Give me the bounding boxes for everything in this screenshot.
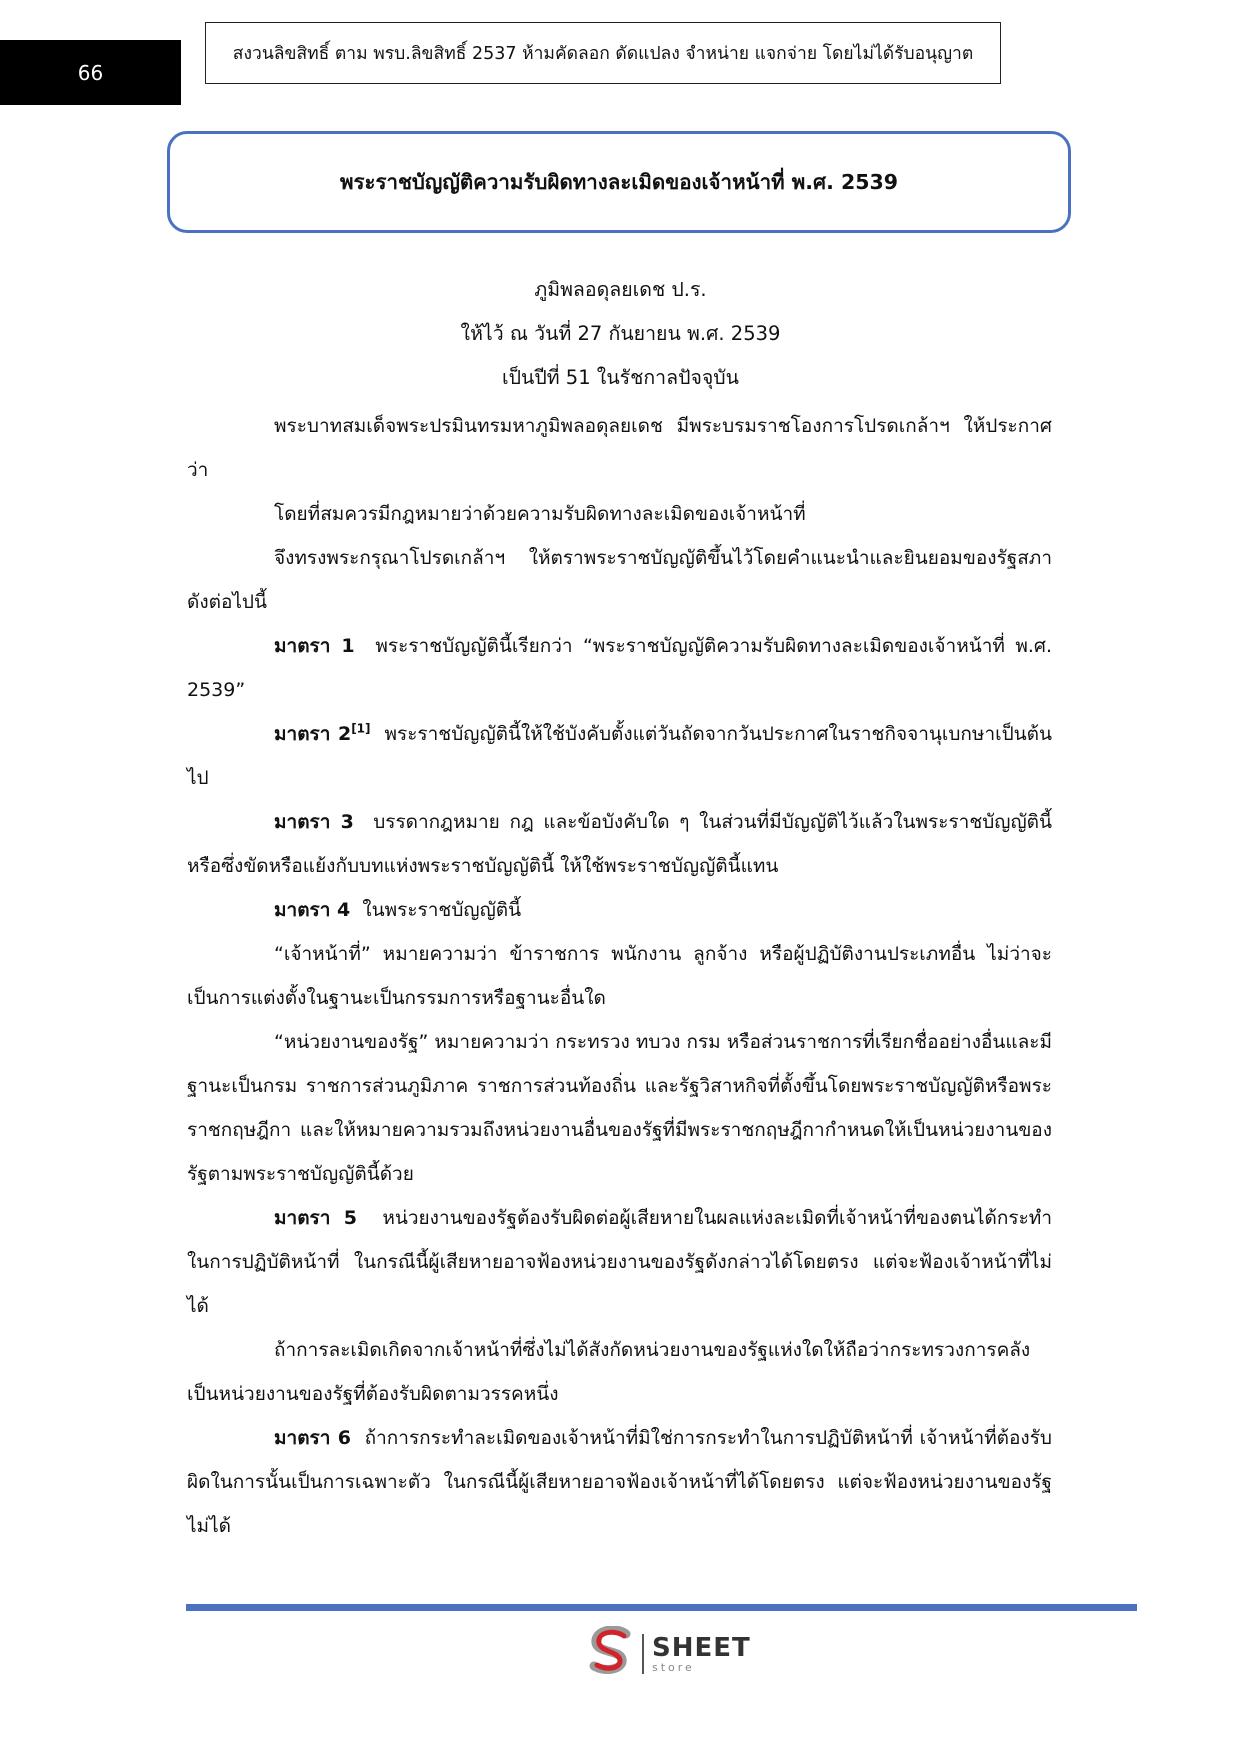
- section-5-label: มาตรา 5: [274, 1207, 357, 1229]
- sheet-store-logo: [586, 1628, 766, 1680]
- royal-signature-line: ภูมิพลอดุลยเดช ป.ร.: [534, 278, 707, 301]
- section-2-text: พระราชบัญญัตินี้ให้ใช้บังคับตั้งแต่วันถัดจากวันประกาศในราชกิจจานุเบกษาเป็นต้นไป: [187, 723, 1052, 789]
- page-number: 66: [0, 40, 181, 105]
- section-5-text: หน่วยงานของรัฐต้องรับผิดต่อผู้เสียหายในผลแห่งละเมิดที่เจ้าหน้าที่ของตนได้กระทำในการปฏิบัติหน้าที่ ในกรณีนี้ผู้เสียหายอาจฟ้องหน่วยงานของรัฐดังกล่าวได้โดยตรง แต่จะฟ้องเจ้าหน้าที่ไม่ได้: [187, 1207, 1052, 1317]
- section-3: [187, 800, 1052, 888]
- section-5-paragraph-2: ถ้าการละเมิดเกิดจากเจ้าหน้าที่ซึ่งไม่ได้สังกัดหน่วยงานของรัฐแห่งใดให้ถือว่ากระทรวงการคลังเป็นหน่วยงานของรัฐที่ต้องรับผิดตามวรรคหนึ่ง: [187, 1339, 1031, 1405]
- section-5: [187, 1196, 1052, 1328]
- section-3-text: บรรดากฎหมาย กฎ และข้อบังคับใด ๆ ในส่วนที่มีบัญญัติไว้แล้วในพระราชบัญญัตินี้หรือซึ่งขัดหรือแย้งกับบทแห่งพระราชบัญญัตินี้ ให้ใช้พระราชบัญญัตินี้แทน: [187, 811, 1052, 877]
- enactment-paragraph: จึงทรงพระกรุณาโปรดเกล้าฯ ให้ตราพระราชบัญญัติขึ้นไว้โดยคำแนะนำและยินยอมของรัฐสภา ดังต่อไปนี้: [187, 547, 1052, 613]
- proclamation-paragraph: พระบาทสมเด็จพระปรมินทรมหาภูมิพลอดุลยเดช มีพระบรมราชโองการโปรดเกล้าฯ ให้ประกาศว่า: [187, 415, 1052, 481]
- given-date-line: ให้ไว้ ณ วันที่ 27 กันยายน พ.ศ. 2539: [460, 322, 781, 345]
- footnote-marker: [1]: [351, 721, 371, 736]
- section-6: [187, 1416, 1052, 1548]
- section-2: [187, 712, 1052, 800]
- section-4: [187, 888, 1052, 932]
- definition-officer: “เจ้าหน้าที่” หมายความว่า ข้าราชการ พนักงาน ลูกจ้าง หรือผู้ปฏิบัติงานประเภทอื่น ไม่ว่าจะเป็นการแต่งตั้งในฐานะเป็นกรรมการหรือฐานะอื่นใด: [187, 943, 1052, 1009]
- section-6-text: ถ้าการกระทำละเมิดของเจ้าหน้าที่มิใช่การกระทำในการปฏิบัติหน้าที่ เจ้าหน้าที่ต้องรับผิดในการนั้นเป็นการเฉพาะตัว ในกรณีนี้ผู้เสียหายอาจฟ้องเจ้าหน้าที่ได้โดยตรง แต่จะฟ้องหน่วยงานของรัฐไม่ได้: [187, 1427, 1052, 1537]
- section-2-label: มาตรา 2: [274, 723, 352, 745]
- section-6-label: มาตรา 6: [274, 1427, 351, 1449]
- definition-state-agency: “หน่วยงานของรัฐ” หมายความว่า กระทรวง ทบวง กรม หรือส่วนราชการที่เรียกชื่ออย่างอื่นและมีฐานะเป็นกรม ราชการส่วนภูมิภาค ราชการส่วนท้องถิ่น และรัฐวิสาหกิจที่ตั้งขึ้นโดยพระราชบัญญัติหรือพระราชกฤษฎีกา และให้หมายความรวมถึงหน่วยงานอื่นของรัฐที่มีพระราชกฤษฎีกากำหนดให้เป็นหน่วยงานของรัฐตามพระราชบัญญัตินี้ด้วย: [187, 1031, 1052, 1185]
- section-1-label: มาตรา 1: [274, 635, 355, 657]
- reign-year-line: เป็นปีที่ 51 ในรัชกาลปัจจุบัน: [501, 366, 740, 389]
- logo-divider: [642, 1634, 644, 1674]
- section-1: [187, 624, 1052, 712]
- section-1-text: พระราชบัญญัตินี้เรียกว่า “พระราชบัญญัติความรับผิดทางละเมิดของเจ้าหน้าที่ พ.ศ. 2539”: [187, 635, 1052, 701]
- footer-rule: [186, 1604, 1137, 1611]
- document-title: พระราชบัญญัติความรับผิดทางละเมิดของเจ้าหน้าที่ พ.ศ. 2539: [167, 131, 1071, 233]
- section-4-label: มาตรา 4: [274, 899, 351, 921]
- document-body: [187, 404, 1052, 1548]
- section-4-text: ในพระราชบัญญัตินี้: [362, 899, 522, 921]
- sheet-store-s-logo-icon: [586, 1626, 636, 1682]
- logo-word-sheet: SHEET: [652, 1633, 751, 1663]
- logo-wordmark: [652, 1635, 751, 1673]
- section-3-label: มาตรา 3: [274, 811, 354, 833]
- rationale-paragraph: โดยที่สมควรมีกฎหมายว่าด้วยความรับผิดทางละเมิดของเจ้าหน้าที่: [274, 503, 806, 525]
- copyright-notice: สงวนลิขสิทธิ์ ตาม พรบ.ลิขสิทธิ์ 2537 ห้ามคัดลอก ดัดแปลง จำหน่าย แจกจ่าย โดยไม่ได้รับอนุญาต: [205, 22, 1001, 84]
- logo-word-store: store: [652, 1661, 695, 1674]
